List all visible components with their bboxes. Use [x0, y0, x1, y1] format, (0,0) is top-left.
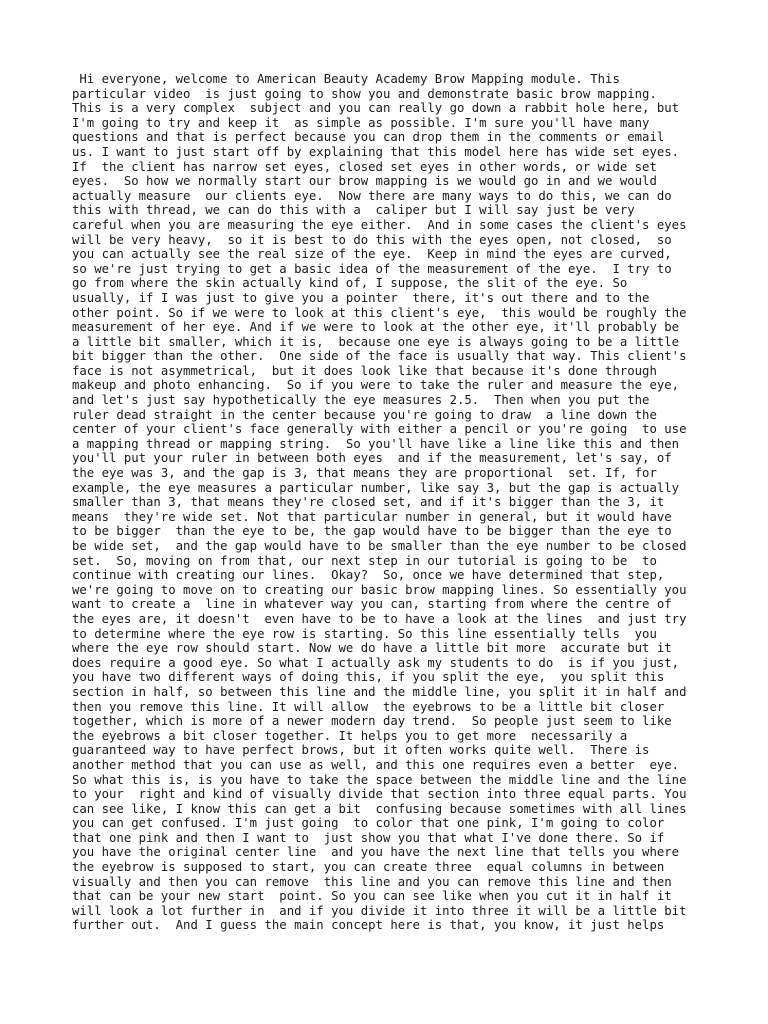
transcript-line: set. So, moving on from that, our next step in our tutorial is going to be to	[72, 553, 657, 568]
transcript-line: section in half, so between this line and the middle line, you split it in half and	[72, 684, 687, 699]
transcript-line: the eye was 3, and the gap is 3, that means they are proportional set. If, for	[72, 466, 657, 481]
transcript-line: us. I want to just start off by explaining that this model here has wide set eyes.	[72, 144, 680, 159]
transcript-line: be wide set, and the gap would have to be smaller than the eye number to be closed	[72, 539, 687, 553]
transcript-line: means they're wide set. Not that particular number in general, but it would have	[72, 509, 672, 524]
transcript-line: bit bigger than the other. One side of the face is usually that way. This client's	[72, 349, 687, 364]
transcript-line: will look a lot further in and if you divide it into three it will be a little bit	[72, 903, 687, 918]
transcript-line: does require a good eye. So what I actually ask my students to do is if you just,	[72, 655, 680, 670]
transcript-line: particular video is just going to show you and demonstrate basic brow mapping.	[72, 86, 657, 101]
transcript-line: center of your client's face generally with either a pencil or you're going to use	[72, 422, 687, 437]
transcript-line: ruler dead straight in the center because you're going to draw a line down the	[72, 407, 657, 422]
transcript-line: eyes. So how we normally start our brow mapping is we would go in and we would	[72, 174, 657, 189]
transcript-line: example, the eye measures a particular number, like say 3, but the gap is actually	[72, 480, 680, 495]
transcript-line: guaranteed way to have perfect brows, but it often works quite well. There is	[72, 743, 650, 758]
transcript-line: If the client has narrow set eyes, closed set eyes in other words, or wide set	[72, 159, 657, 174]
transcript-line: you have the original center line and you have the next line that tells you where	[72, 845, 680, 860]
transcript-line: This is a very complex subject and you can really go down a rabbit hole here, but	[72, 101, 680, 116]
transcript-line: measurement of her eye. And if we were to look at the other eye, it'll probably be	[72, 320, 680, 335]
transcript-line: we're going to move on to creating our basic brow mapping lines. So essentially you	[72, 582, 687, 597]
transcript-line: careful when you are measuring the eye either. And in some cases the client's eyes	[72, 217, 687, 232]
transcript-line: the eyes are, it doesn't even have to be to have a look at the lines and just try	[72, 611, 687, 626]
transcript-line: that can be your new start point. So you can see like when you cut it in half it	[72, 889, 672, 904]
transcript-line: Hi everyone, welcome to American Beauty Academy Brow Mapping module. This	[72, 72, 620, 86]
transcript-line: the eyebrow is supposed to start, you can create three equal columns in between	[72, 860, 665, 875]
transcript-line: So what this is, is you have to take the space between the middle line and the line	[72, 772, 687, 787]
transcript-line: to be bigger than the eye to be, the gap would have to be bigger than the eye to	[72, 524, 672, 539]
transcript-line: smaller than 3, that means they're closed set, and if it's bigger than the 3, it	[72, 495, 665, 510]
transcript-line: where the eye row should start. Now we do have a little bit more accurate but it	[72, 641, 672, 656]
transcript-line: face is not asymmetrical, but it does look like that because it's done through	[72, 363, 657, 378]
transcript-line: so we're just trying to get a basic idea of the measurement of the eye. I try to	[72, 261, 672, 276]
transcript-text-block	[72, 72, 762, 933]
transcript-line: this with thread, we can do this with a caliper but I will say just be very	[72, 203, 635, 218]
transcript-line: makeup and photo enhancing. So if you were to take the ruler and measure the eye,	[72, 378, 680, 393]
transcript-line: you can get confused. I'm just going to color that one pink, I'm going to color	[72, 816, 665, 831]
transcript-line: you can actually see the real size of the eye. Keep in mind the eyes are curved,	[72, 247, 672, 262]
transcript-line: further out. And I guess the main concept here is that, you know, it just helps	[72, 918, 665, 933]
transcript-line: a little bit smaller, which it is, because one eye is always going to be a little	[72, 334, 680, 349]
transcript-line: together, which is more of a newer modern day trend. So people just seem to like	[72, 714, 672, 729]
transcript-line: actually measure our clients eye. Now there are many ways to do this, we can do	[72, 188, 672, 203]
transcript-line: visually and then you can remove this line and you can remove this line and then	[72, 874, 672, 889]
transcript-line: another method that you can use as well, and this one requires even a better eye.	[72, 757, 680, 772]
transcript-line: then you remove this line. It will allow the eyebrows to be a little bit closer	[72, 699, 665, 714]
transcript-line: a mapping thread or mapping string. So you'll have like a line like this and then	[72, 436, 680, 451]
transcript-line: continue with creating our lines. Okay? So, once we have determined that step,	[72, 568, 665, 583]
transcript-line: that one pink and then I want to just show you that what I've done there. So if	[72, 830, 665, 845]
transcript-line: want to create a line in whatever way you can, starting from where the centre of	[72, 597, 672, 612]
transcript-line: will be very heavy, so it is best to do this with the eyes open, not closed, so	[72, 232, 672, 247]
transcript-line: you have two different ways of doing this, if you split the eye, you split this	[72, 670, 665, 685]
transcript-line: to your right and kind of visually divide that section into three equal parts. You	[72, 787, 687, 802]
transcript-line: to determine where the eye row is starting. So this line essentially tells you	[72, 626, 657, 641]
transcript-line: I'm going to try and keep it as simple as possible. I'm sure you'll have many	[72, 115, 650, 130]
transcript-line: can see like, I know this can get a bit confusing because sometimes with all lines	[72, 801, 687, 816]
transcript-line: other point. So if we were to look at this client's eye, this would be roughly the	[72, 305, 687, 320]
transcript-line: go from where the skin actually kind of, I suppose, the slit of the eye. So	[72, 276, 628, 291]
transcript-line: and let's just say hypothetically the eye measures 2.5. Then when you put the	[72, 393, 650, 408]
transcript-line: usually, if I was just to give you a pointer there, it's out there and to the	[72, 290, 650, 305]
transcript-line: questions and that is perfect because you can drop them in the comments or email	[72, 130, 665, 145]
transcript-line: the eyebrows a bit closer together. It helps you to get more necessarily a	[72, 728, 628, 743]
transcript-line: you'll put your ruler in between both eyes and if the measurement, let's say, of	[72, 451, 672, 466]
